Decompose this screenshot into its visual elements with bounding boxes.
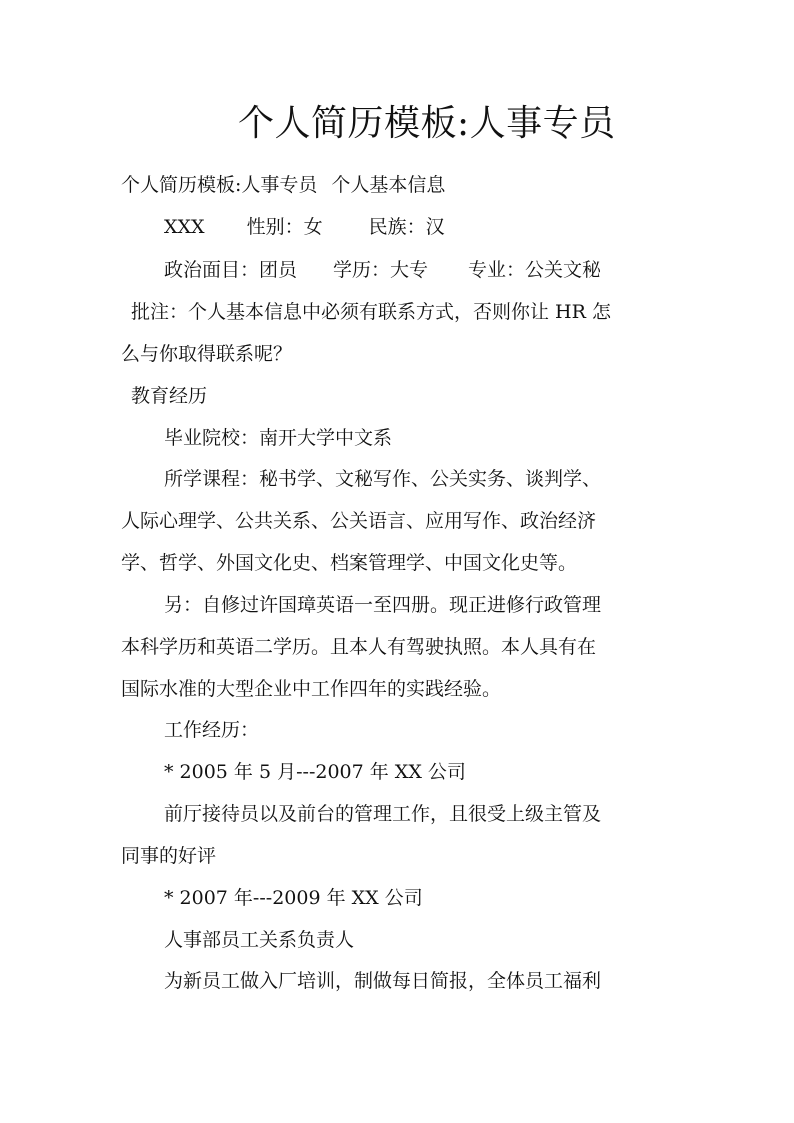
major-field: 专业：公关文秘 [468, 259, 602, 281]
courses-line-1: 所学课程：秘书学、文秘写作、公关实务、谈判学、 [164, 468, 602, 490]
basic-info-row-1 [164, 212, 445, 242]
education-heading: 教育经历 [131, 385, 208, 407]
note-line-2: 么与你取得联系呢？ [121, 343, 293, 365]
extra-line-2: 本科学历和英语二学历。且本人有驾驶执照。本人具有在 [121, 636, 597, 658]
subtitle-section-basic-info: 个人基本信息 [331, 174, 446, 196]
education-level-field: 学历：大专 [333, 259, 429, 281]
extra-line-3: 国际水准的大型企业中工作四年的实践经验。 [121, 678, 502, 700]
note-line-1: 批注：个人基本信息中必须有联系方式，否则你让 HR 怎 [131, 301, 611, 323]
job1-period: * 2005 年 5 月---2007 年 XX 公司 [164, 761, 466, 783]
basic-info-row-2 [164, 255, 601, 285]
document-title: 个人简历模板:人事专员 [238, 103, 616, 144]
subtitle-resume-title: 个人简历模板:人事专员 [121, 174, 318, 196]
school-line: 毕业院校：南开大学中文系 [164, 427, 393, 449]
courses-line-2: 人际心理学、公共关系、公关语言、应用写作、政治经济 [121, 510, 597, 532]
job1-desc-line-2: 同事的好评 [121, 845, 217, 867]
work-heading: 工作经历： [164, 719, 260, 741]
job2-desc-line-1: 为新员工做入厂培训，制做每日简报，全体员工福利 [164, 970, 602, 992]
job2-title: 人事部员工关系负责人 [164, 929, 355, 951]
job2-period: * 2007 年---2009 年 XX 公司 [164, 887, 423, 909]
courses-line-3: 学、哲学、外国文化史、档案管理学、中国文化史等。 [121, 552, 578, 574]
gender-field: 性别：女 [246, 216, 323, 238]
job1-desc-line-1: 前厅接待员以及前台的管理工作，且很受上级主管及 [164, 803, 602, 825]
extra-line-1: 另：自修过许国璋英语一至四册。现正进修行政管理 [164, 594, 602, 616]
name-value: XXX [164, 216, 205, 238]
ethnicity-field: 民族：汉 [368, 216, 445, 238]
political-status-field: 政治面目：团员 [164, 259, 298, 281]
subtitle-line [121, 170, 445, 200]
